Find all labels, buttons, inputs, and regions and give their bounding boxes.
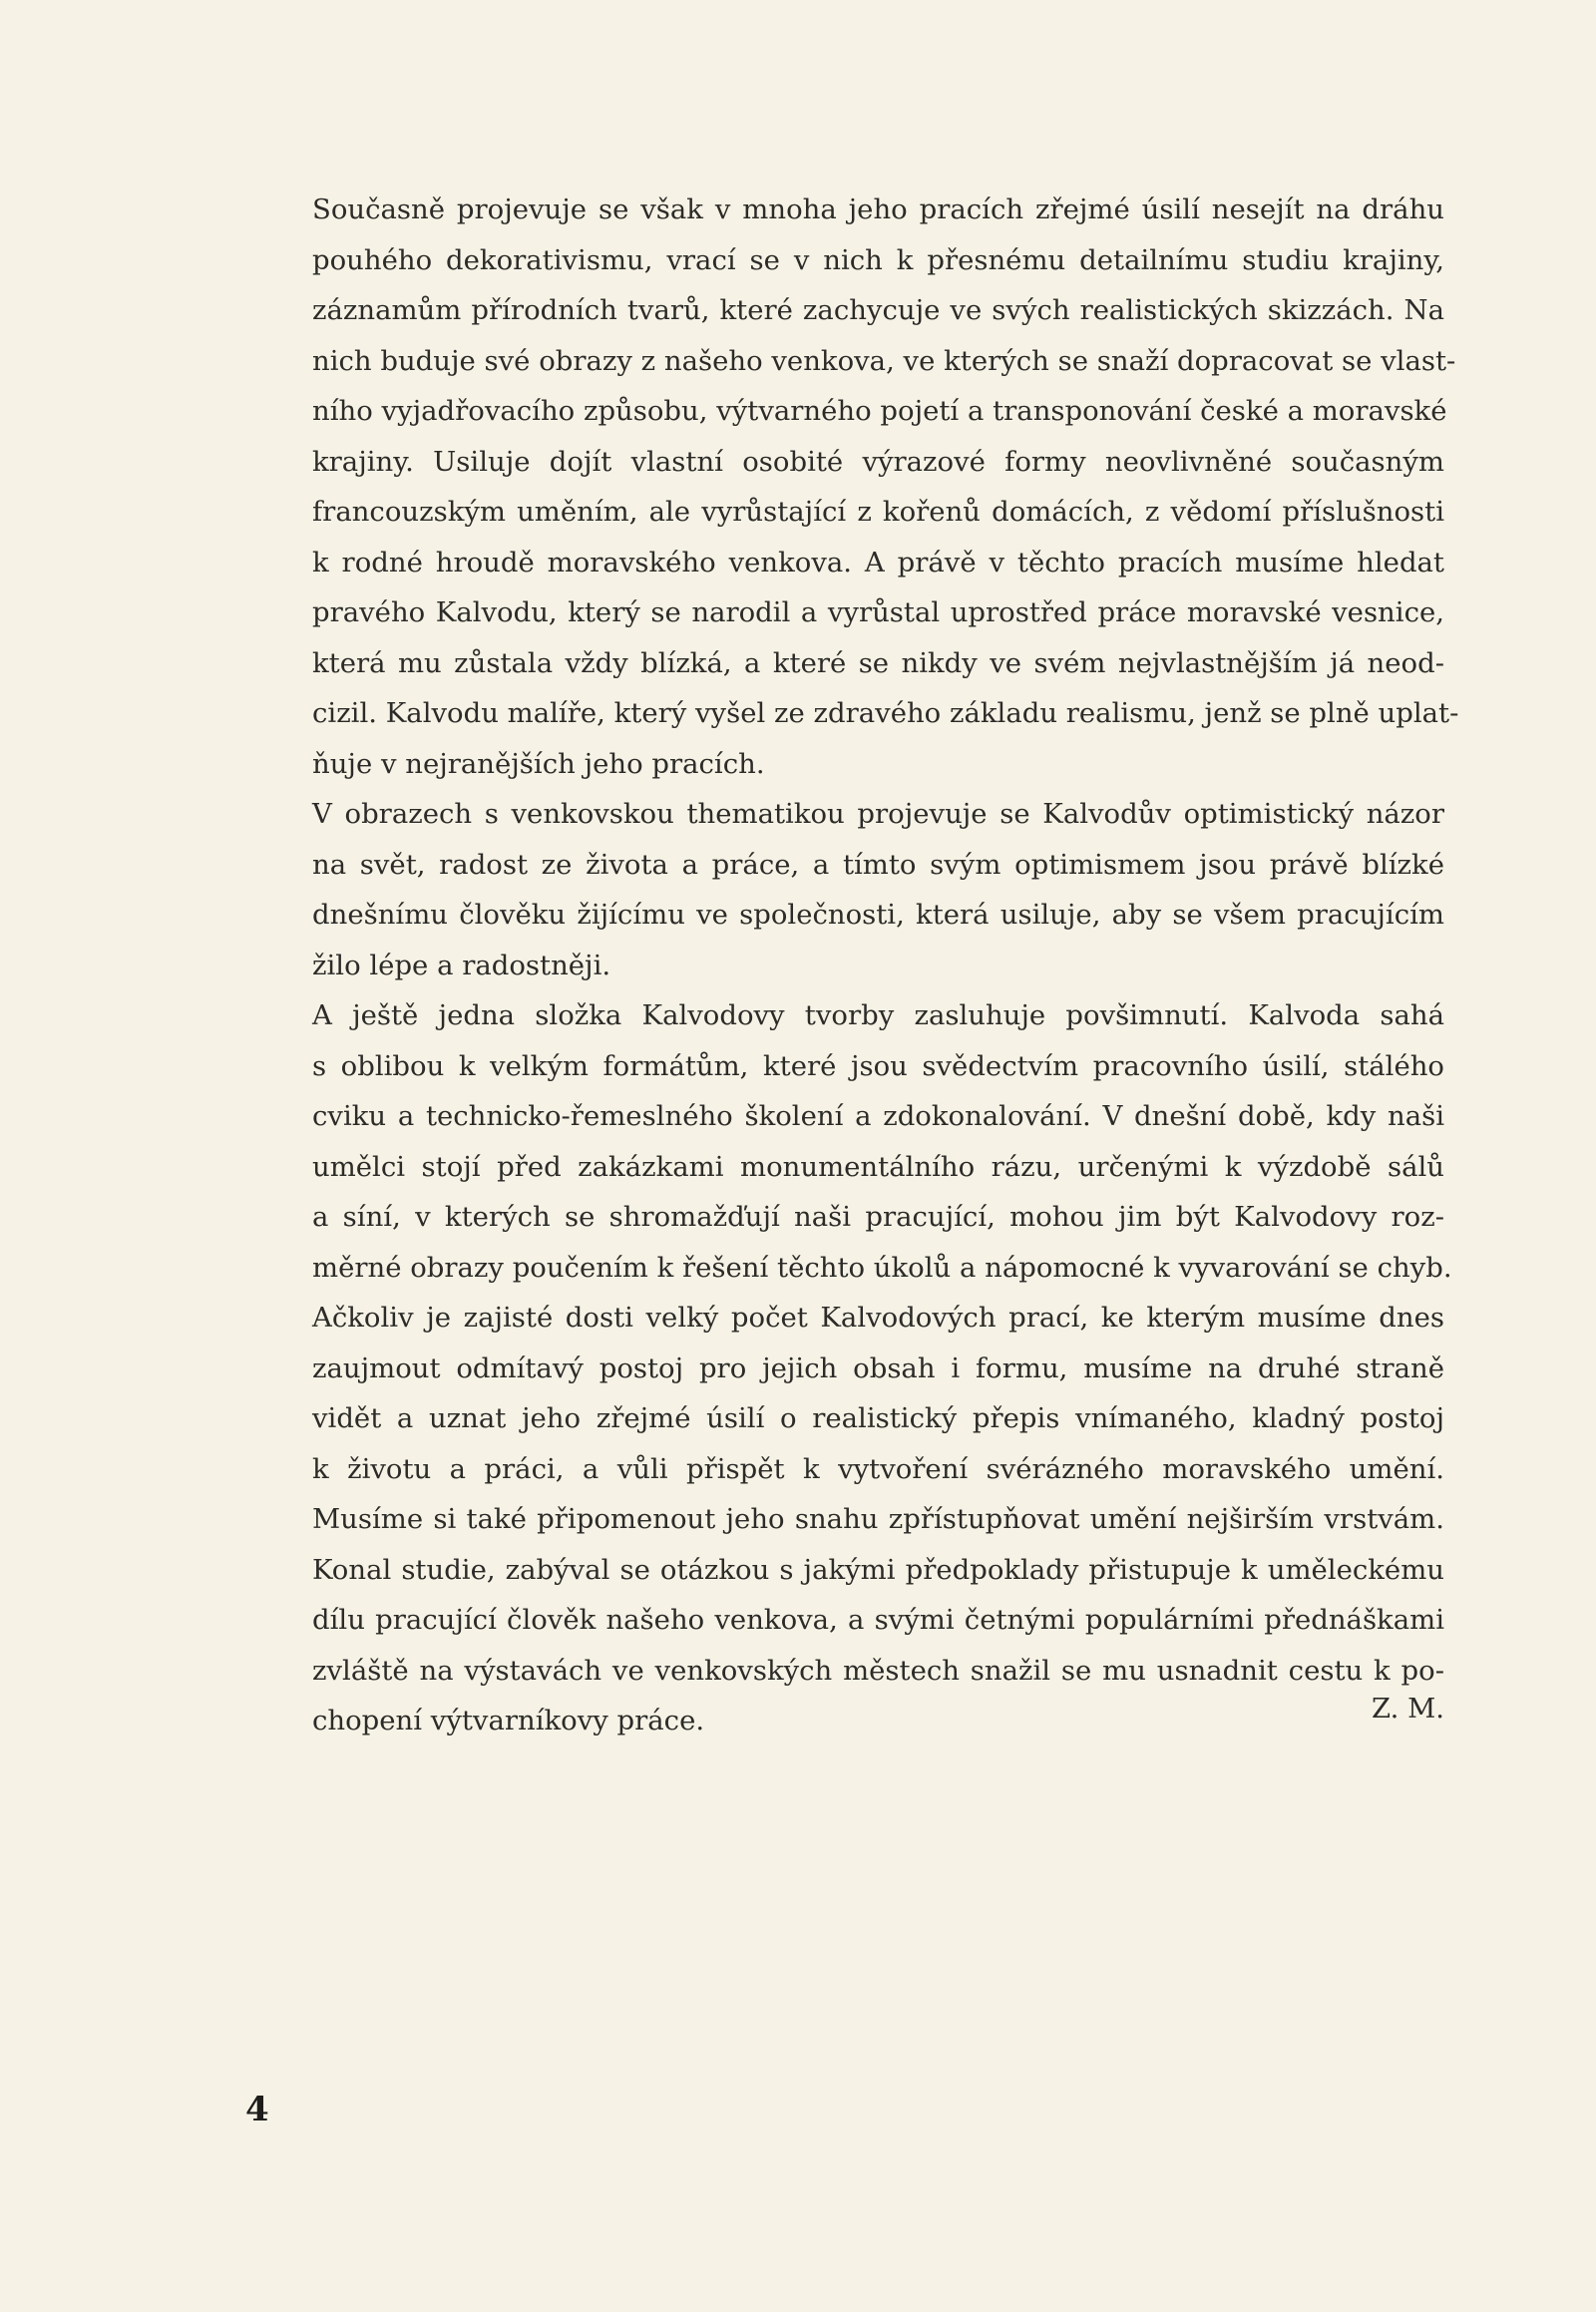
text-line: nich buduje své obrazy z našeho venkova, ve kterých se snaží dopracovat se vlast- [312, 344, 1456, 377]
text-line: ního vyjadřovacího způsobu, výtvarného pojetí a transponování české a moravské [312, 395, 1447, 427]
page-number: 4 [245, 2090, 269, 2129]
text-line: francouzským uměním, ale vyrůstající z kořenů domácích, z vědomí příslušnosti [312, 496, 1444, 528]
text-line: Ačkoliv je zajisté dosti velký počet Kalvodových prací, ke kterým musíme dnes [312, 1302, 1444, 1334]
paragraph-4 [312, 1293, 1444, 1746]
text-line: Musíme si také připomenout jeho snahu zpřístupňovat umění nejširším vrstvám. [312, 1503, 1444, 1535]
text-line: pouhého dekorativismu, vrací se v nich k přesnému detailnímu studiu krajiny, [312, 243, 1444, 276]
text-line: na svět, radost ze života a práce, a tímto svým optimismem jsou právě blízké [312, 848, 1444, 881]
paragraph-2 [312, 789, 1444, 990]
text-line: dílu pracující člověk našeho venkova, a svými četnými populárními přednáškami [312, 1604, 1444, 1636]
text-line: zaujmout odmítavý postoj pro jejich obsah i formu, musíme na druhé straně [312, 1351, 1444, 1384]
text-line: Současně projevuje se však v mnoha jeho pracích zřejmé úsilí nesejít na dráhu [312, 193, 1444, 225]
text-line: V obrazech s venkovskou thematikou projevuje se Kalvodův optimistický názor [312, 798, 1444, 830]
text-line: s oblibou k velkým formátům, které jsou svědectvím pracovního úsilí, stálého [312, 1049, 1444, 1082]
text-line: měrné obrazy poučením k řešení těchto úkolů a nápomocné k vyvarování se chyb. [312, 1251, 1452, 1284]
text-line: a síní, v kterých se shromažďují naši pracující, mohou jim být Kalvodovy roz- [312, 1201, 1444, 1233]
text-line: která mu zůstala vždy blízká, a které se nikdy ve svém nejvlastnějším já neod- [312, 646, 1444, 679]
article-text [312, 185, 1459, 1746]
text-line: krajiny. Usiluje dojít vlastní osobité výrazové formy neovlivněné současným [312, 445, 1444, 478]
text-line: k rodné hroudě moravského venkova. A právě v těchto pracích musíme hledat [312, 546, 1444, 578]
text-line: záznamům přírodních tvarů, které zachycuje ve svých realistických skizzách. Na [312, 294, 1444, 326]
text-line: pravého Kalvodu, který se narodil a vyrůstal uprostřed práce moravské vesnice, [312, 596, 1444, 628]
text-line: Konal studie, zabýval se otázkou s jakými předpoklady přistupuje k uměleckému [312, 1553, 1444, 1586]
text-line: k životu a práci, a vůli přispět k vytvoření svérázného moravského umění. [312, 1452, 1444, 1485]
text-line: žilo lépe a radostněji. [312, 949, 611, 981]
text-line: cizil. Kalvodu malíře, který vyšel ze zdravého základu realismu, jenž se plně uplat- [312, 697, 1459, 729]
text-line: zvláště na výstavách ve venkovských městech snažil se mu usnadnit cestu k po- [312, 1654, 1444, 1687]
text-line: ňuje v nejranějších jeho pracích. [312, 747, 765, 780]
text-line: cviku a technicko-řemeslného školení a zdokonalování. V dnešní době, kdy naši [312, 1100, 1444, 1132]
text-line: vidět a uznat jeho zřejmé úsilí o realistický přepis vnímaného, kladný postoj [312, 1402, 1444, 1434]
text-line: A ještě jedna složka Kalvodovy tvorby zasluhuje povšimnutí. Kalvoda sahá [312, 999, 1444, 1031]
text-line: umělci stojí před zakázkami monumentálního rázu, určenými k výzdobě sálů [312, 1150, 1444, 1183]
paragraph-3 [312, 990, 1452, 1293]
text-line: chopení výtvarníkovy práce. [312, 1705, 705, 1736]
author-signature: Z. M. [1371, 1693, 1444, 1725]
paragraph-1 [312, 185, 1459, 789]
text-line: dnešnímu člověku žijícímu ve společnosti, která usiluje, aby se všem pracujícím [312, 899, 1444, 931]
closing-line [312, 1693, 1444, 1746]
